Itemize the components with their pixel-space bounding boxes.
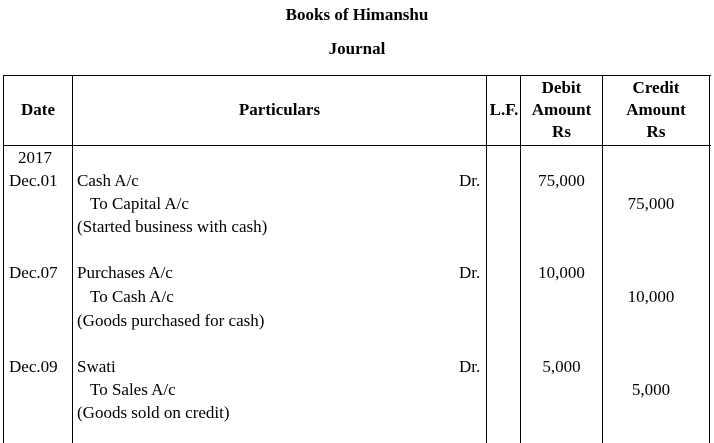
entry-date: Dec.07 (9, 263, 58, 282)
header-credit-line: Rs (646, 122, 666, 141)
header-credit-line: Amount (626, 100, 686, 119)
debit-amount: 75,000 (538, 171, 585, 190)
header-debit (521, 77, 602, 143)
credit-account: To Sales A/c (90, 380, 176, 399)
book-title: Books of Himanshu (285, 5, 429, 24)
debit-amount: 10,000 (538, 263, 585, 282)
header-bottom-border (3, 145, 711, 146)
header-debit-line: Rs (552, 122, 571, 141)
credit-amount: 5,000 (631, 380, 671, 399)
credit-account: To Cash A/c (90, 287, 174, 306)
credit-amount: 75,000 (627, 194, 675, 213)
date-column-divider (72, 75, 73, 443)
header-credit (603, 77, 709, 143)
header-debit-line: Debit (541, 78, 582, 97)
entry-date: Dec.09 (9, 357, 58, 376)
debit-account: Cash A/c (77, 171, 139, 190)
table-top-border (3, 75, 711, 76)
credit-account: To Capital A/c (90, 194, 189, 213)
debit-account: Swati (77, 357, 116, 376)
dr-label: Dr. (459, 171, 481, 190)
narration: (Started business with cash) (77, 217, 268, 236)
debit-account: Purchases A/c (77, 263, 173, 282)
header-credit-line: Credit (632, 78, 680, 97)
dr-label: Dr. (459, 357, 481, 376)
header-lf: L.F. (489, 100, 519, 119)
particulars-column-divider (486, 75, 487, 443)
credit-amount: 10,000 (627, 287, 675, 306)
table-right-border (709, 75, 710, 443)
header-debit-line: Amount (531, 100, 592, 119)
header-date: Date (21, 100, 55, 119)
entry-date: Dec.01 (9, 171, 58, 190)
year: 2017 (18, 148, 52, 167)
journal-subtitle: Journal (328, 39, 386, 58)
table-left-border (3, 75, 4, 443)
narration: (Goods purchased for cash) (77, 311, 265, 330)
narration: (Goods sold on credit) (77, 403, 230, 422)
dr-label: Dr. (459, 263, 481, 282)
debit-amount: 5,000 (542, 357, 581, 376)
header-particulars: Particulars (238, 100, 321, 119)
